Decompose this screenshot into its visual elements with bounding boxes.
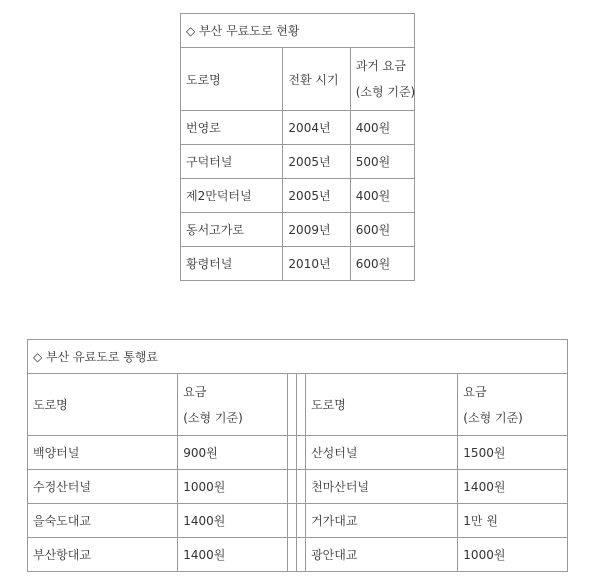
- fee-left: 900원: [178, 436, 288, 470]
- past-fee: 400원: [350, 111, 414, 145]
- table-row: [28, 538, 568, 572]
- fee-left: 1400원: [178, 504, 288, 538]
- road-name: 제2만덕터널: [181, 179, 283, 213]
- road-name-right: 광안대교: [306, 538, 458, 572]
- free-roads-table: [180, 13, 415, 281]
- header-switch-time: 전환 시기: [283, 48, 350, 111]
- switch-year: 2004년: [283, 111, 350, 145]
- table-row: [181, 179, 415, 213]
- fee-right: 1500원: [458, 436, 568, 470]
- switch-year: 2005년: [283, 179, 350, 213]
- separator-cell: [296, 538, 305, 572]
- switch-year: 2009년: [283, 213, 350, 247]
- fee-right: 1만 원: [458, 504, 568, 538]
- table-row: [28, 504, 568, 538]
- fee-right: 1000원: [458, 538, 568, 572]
- table-row: [28, 470, 568, 504]
- separator-cell: [287, 436, 296, 470]
- header-fee-left-line1: 요금: [183, 384, 207, 399]
- table-row: [28, 436, 568, 470]
- header-road-name-right: 도로명: [306, 374, 458, 436]
- road-name-left: 을숙도대교: [28, 504, 178, 538]
- header-fee-right: [458, 374, 568, 436]
- separator-cell: [296, 374, 305, 436]
- toll-roads-title: ◇ 부산 유료도로 통행료: [28, 340, 568, 374]
- past-fee: 600원: [350, 213, 414, 247]
- fee-left: 1400원: [178, 538, 288, 572]
- header-fee-right-line2: (소형 기준): [463, 410, 523, 425]
- table-row: [181, 111, 415, 145]
- switch-year: 2010년: [283, 247, 350, 281]
- separator-cell: [287, 538, 296, 572]
- separator-cell: [296, 504, 305, 538]
- toll-roads-table: [27, 339, 568, 572]
- road-name-right: 산성터널: [306, 436, 458, 470]
- table-row: [181, 145, 415, 179]
- switch-year: 2005년: [283, 145, 350, 179]
- past-fee: 600원: [350, 247, 414, 281]
- road-name-left: 백양터널: [28, 436, 178, 470]
- road-name-left: 수정산터널: [28, 470, 178, 504]
- road-name-right: 천마산터널: [306, 470, 458, 504]
- separator-cell: [287, 374, 296, 436]
- separator-cell: [296, 436, 305, 470]
- fee-right: 1400원: [458, 470, 568, 504]
- table-row: [181, 247, 415, 281]
- road-name: 번영로: [181, 111, 283, 145]
- separator-cell: [296, 470, 305, 504]
- table-row: [181, 213, 415, 247]
- past-fee: 500원: [350, 145, 414, 179]
- road-name: 구덕터널: [181, 145, 283, 179]
- road-name-left: 부산항대교: [28, 538, 178, 572]
- header-past-fee: [350, 48, 414, 111]
- header-past-fee-line1: 과거 요금: [355, 59, 406, 73]
- past-fee: 400원: [350, 179, 414, 213]
- header-fee-left: [178, 374, 288, 436]
- header-fee-right-line1: 요금: [463, 384, 487, 399]
- separator-cell: [287, 504, 296, 538]
- road-name: 동서고가로: [181, 213, 283, 247]
- fee-left: 1000원: [178, 470, 288, 504]
- header-road-name-left: 도로명: [28, 374, 178, 436]
- road-name-right: 거가대교: [306, 504, 458, 538]
- road-name: 황령터널: [181, 247, 283, 281]
- header-fee-left-line2: (소형 기준): [183, 410, 243, 425]
- header-past-fee-line2: (소형 기준): [355, 85, 416, 99]
- header-road-name: 도로명: [181, 48, 283, 111]
- free-roads-title: ◇ 부산 무료도로 현황: [181, 14, 415, 48]
- separator-cell: [287, 470, 296, 504]
